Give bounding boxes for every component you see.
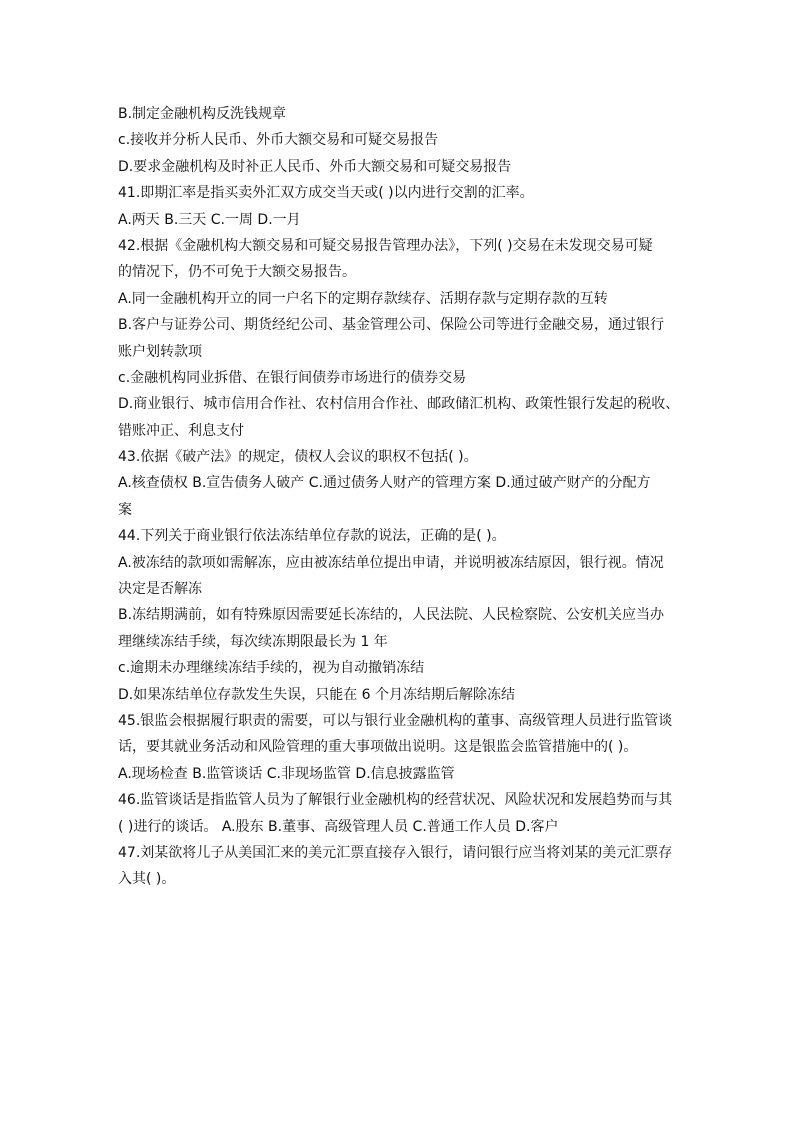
option-d-line: D.要求金融机构及时补正人民币、外币大额交易和可疑交易报告 xyxy=(118,158,512,175)
question-47: 47.刘某欲将儿子从美国汇来的美元汇票直接存入银行，请问银行应当将刘某的美元汇票存 xyxy=(118,844,673,861)
question-44-option-b: B.冻结期满前，如有特殊原因需要延长冻结的，人民法院、人民检察院、公安机关应当办 xyxy=(118,607,665,624)
option-b-line: B.制定金融机构反洗钱规章 xyxy=(118,106,287,122)
question-44-option-a: A.被冻结的款项如需解冻，应由被冻结单位提出申请，并说明被冻结原因，银行视。情况 xyxy=(118,554,664,571)
question-46: 46.监管谈话是指监管人员为了解银行业金融机构的经营状况、风险状况和发展趋势而与其 xyxy=(118,792,673,809)
question-41: 41.即期汇率是指买卖外汇双方成交当天或( )以内进行交割的汇率。 xyxy=(118,185,534,202)
question-42-option-d-cont: 错账冲正、利息支付 xyxy=(118,422,244,439)
question-42-option-a: A.同一金融机构开立的同一户名下的定期存款续存、活期存款与定期存款的互转 xyxy=(118,290,608,307)
question-44: 44.下列关于商业银行依法冻结单位存款的说法，正确的是( )。 xyxy=(118,528,506,545)
question-43-options: A.核查债权 B.宣告债务人破产 C.通过债务人财产的管理方案 D.通过破产财产的分配方 xyxy=(118,475,651,492)
question-42-option-d: D.商业银行、城市信用合作社、农村信用合作社、邮政储汇机构、政策性银行发起的税收、 xyxy=(118,396,680,413)
question-42-option-b: B.客户与证券公司、期货经纪公司、基金管理公司、保险公司等进行金融交易，通过银行 xyxy=(118,317,665,334)
question-44-option-a-cont: 决定是否解冻 xyxy=(118,581,202,598)
question-44-option-d: D.如果冻结单位存款发生失误，只能在 6 个月冻结期后解除冻结 xyxy=(118,686,516,703)
question-42: 42.根据《金融机构大额交易和可疑交易报告管理办法》，下列( )交易在未发现交易可疑 xyxy=(118,237,653,254)
question-46-cont: ( )进行的谈话。 A.股东 B.董事、高级管理人员 C.普通工作人员 D.客户 xyxy=(118,818,559,835)
question-45-options: A.现场检查 B.监管谈话 C.非现场监管 D.信息披露监管 xyxy=(118,765,455,782)
question-44-option-b-cont: 理继续冻结手续，每次续冻期限最长为 1 年 xyxy=(118,633,388,650)
question-41-options: A.两天 B.三天 C.一周 D.一月 xyxy=(118,211,301,228)
question-42-option-b-cont: 账户划转款项 xyxy=(118,343,202,360)
question-47-cont: 入其( )。 xyxy=(118,871,176,888)
document-page xyxy=(118,101,680,893)
question-45: 45.银监会根据履行职责的需要，可以与银行业金融机构的董事、高级管理人员进行监管谈 xyxy=(118,712,673,729)
option-c-line: c.接收并分析人民币、外币大额交易和可疑交易报告 xyxy=(118,132,439,149)
question-43-options-cont: 案 xyxy=(118,501,132,518)
question-42-option-c: c.金融机构同业拆借、在银行间债券市场进行的债券交易 xyxy=(118,369,467,386)
question-42-cont: 的情况下，仍不可免于大额交易报告。 xyxy=(118,264,356,281)
question-44-option-c: c.逾期未办理继续冻结手续的，视为自动撤销冻结 xyxy=(118,660,425,677)
question-43: 43.依据《破产法》的规定，债权人会议的职权不包括( )。 xyxy=(118,449,478,466)
question-45-cont: 话，要其就业务活动和风险管理的重大事项做出说明。这是银监会监管措施中的( )。 xyxy=(118,739,638,756)
